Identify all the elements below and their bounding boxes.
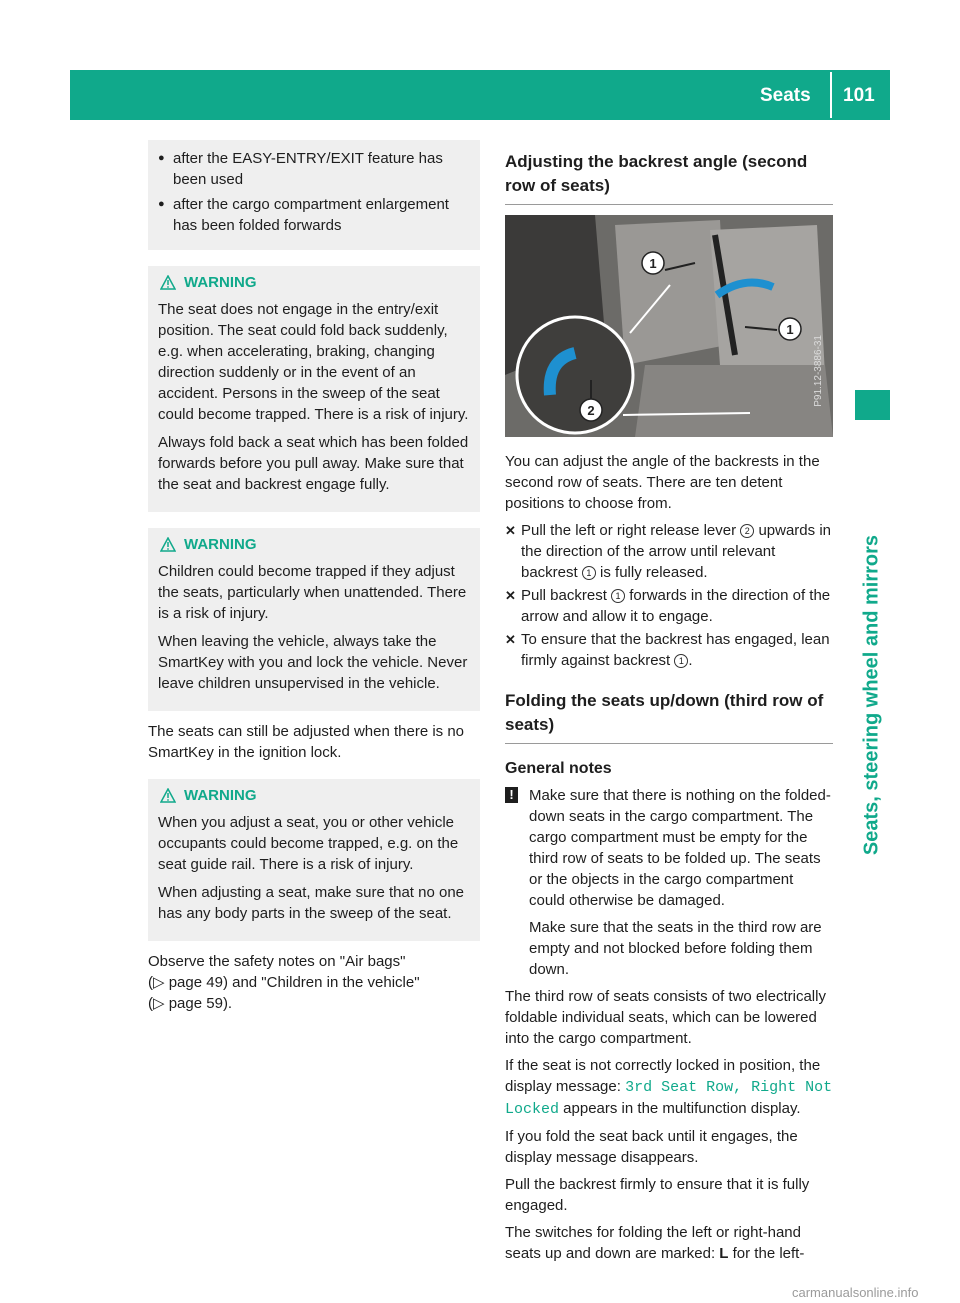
subsection-title: General notes xyxy=(505,760,612,777)
right-column xyxy=(505,150,833,1270)
warning-box-2 xyxy=(148,528,480,711)
body-paragraph: The switches for folding the left or right-hand seats up and down are marked: L for the left- xyxy=(505,1224,805,1262)
header-separator xyxy=(830,72,832,118)
step-item: ✕ Pull the left or right release lever 2 upwards in the direction of the arrow until relevant backrest 1 is fully released. xyxy=(505,522,831,581)
body-paragraph: The seats can still be adjusted when there is no SmartKey in the ignition lock. xyxy=(148,723,465,761)
callout-1: 1 xyxy=(649,256,657,271)
warning-title: WARNING xyxy=(184,787,257,804)
page-ref-link[interactable]: page 49) and "Children in the vehicle" xyxy=(168,974,420,991)
body-paragraph: Pull the backrest firmly to ensure that it is fully engaged. xyxy=(505,1176,810,1214)
list-item: ● after the EASY-ENTRY/EXIT feature has been used xyxy=(158,150,443,188)
step-arrow-icon: ✕ xyxy=(505,523,516,538)
notice-box: ! Make sure that there is nothing on the folded-down seats in the cargo compartment. The cargo compartment must be empty for the third row of seats to be folded up. The seats or the objects in the cargo compartment could otherwise be damaged. Make sure that the seats in the third row are empty and not blocked before folding them down. xyxy=(505,785,833,980)
body-paragraph: If the seat is not correctly locked in position, the display message: 3rd Seat Row, Right Not Locked appears in the multifunction display. xyxy=(505,1057,833,1118)
page-ref-icon: ▷ xyxy=(153,995,165,1012)
callout-1: 1 xyxy=(786,322,794,337)
list-item: ● after the cargo compartment enlargement has been folded forwards xyxy=(158,196,449,234)
step-item: ✕ Pull backrest 1 forwards in the direction of the arrow and allow it to engage. xyxy=(505,587,831,625)
page-ref-icon: ▷ xyxy=(153,974,165,991)
warning-text: When leaving the vehicle, always take the SmartKey with you and lock the vehicle. Never leave children unsupervised in the vehicle. xyxy=(158,633,468,692)
seat-photo-illustration xyxy=(505,215,833,437)
warning-title: WARNING xyxy=(184,274,257,291)
watermark: carmanualsonline.info xyxy=(792,1285,919,1300)
step-arrow-icon: ✕ xyxy=(505,632,516,647)
step-item: ✕ To ensure that the backrest has engaged, lean firmly against backrest 1 . xyxy=(505,631,830,669)
warning-text: The seat does not engage in the entry/exit position. The seat could fold back suddenly, e.g. when accelerating, braking, changing direction suddenly or in the event of an accident. Persons in the sweep of the seat could become trapped. There is a risk of injury. xyxy=(158,301,469,423)
body-paragraph: You can adjust the angle of the backrests in the second row of seats. There are ten detent positions to choose from. xyxy=(505,453,820,512)
page-number: 101 xyxy=(843,85,875,106)
bullet-icon: ● xyxy=(158,152,165,164)
warning-title: WARNING xyxy=(184,536,257,553)
warning-icon xyxy=(160,788,176,803)
exclamation-icon: ! xyxy=(505,787,518,803)
body-paragraph: If you fold the seat back until it engages, the display message disappears. xyxy=(505,1128,798,1166)
warning-icon xyxy=(160,537,176,552)
warning-icon xyxy=(160,275,176,290)
seat-figure xyxy=(505,215,833,437)
callout-2: 2 xyxy=(587,403,595,418)
warning-box-1 xyxy=(148,266,480,512)
bullet-icon: ● xyxy=(158,198,165,210)
page-ref-link[interactable]: page 59). xyxy=(168,995,233,1012)
warning-text: Always fold back a seat which has been folded forwards before you pull away. Make sure that the seat and backrest engage fully. xyxy=(158,434,469,493)
left-column xyxy=(148,140,480,1024)
section-title: Folding the seats up/down (third row of seats) xyxy=(505,689,833,744)
warning-text: When you adjust a seat, you or other vehicle occupants could become trapped, e.g. on the seat guide rail. There is a risk of injury. xyxy=(158,814,459,873)
display-message: 3rd Seat Row, Right Not Locked xyxy=(505,1079,833,1118)
warning-text: When adjusting a seat, make sure that no one has any body parts in the sweep of the seat. xyxy=(158,884,465,922)
step-arrow-icon: ✕ xyxy=(505,588,516,603)
body-paragraph: Observe the safety notes on "Air bags" (▷ page 49) and "Children in the vehicle" (▷ page 59). xyxy=(148,953,420,1012)
side-tab xyxy=(855,390,890,420)
body-paragraph: The third row of seats consists of two electrically foldable individual seats, which can be lowered into the cargo compartment. xyxy=(505,988,826,1047)
warning-text: Children could become trapped if they adjust the seats, particularly when unattended. There is a risk of injury. xyxy=(158,563,467,622)
figure-code: P91.12-3886-31 xyxy=(813,335,824,407)
header-title: Seats xyxy=(760,85,811,106)
section-title: Adjusting the backrest angle (second row of seats) xyxy=(505,150,833,205)
bullet-box xyxy=(148,140,480,250)
side-chapter-title: Seats, steering wheel and mirrors xyxy=(860,534,883,856)
warning-box-3 xyxy=(148,779,480,941)
